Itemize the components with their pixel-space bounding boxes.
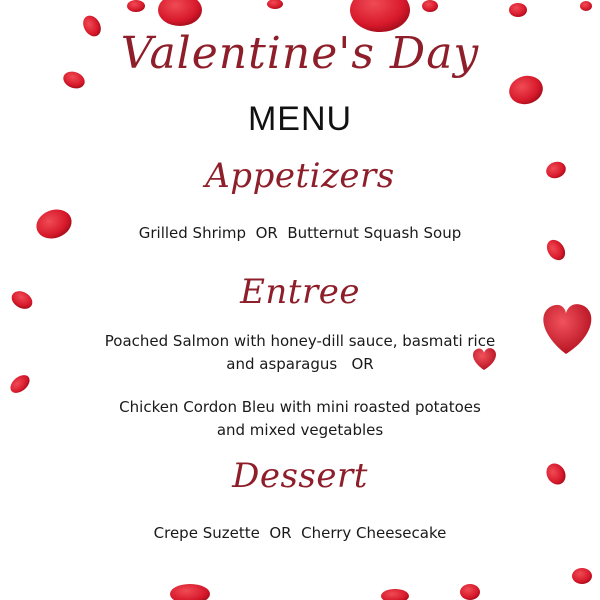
rose-petal-icon bbox=[580, 1, 592, 11]
rose-petal-icon bbox=[460, 584, 480, 600]
menu-item-line: Chicken Cordon Bleu with mini roasted potatoes bbox=[119, 398, 481, 416]
menu-item-line: and asparagus OR bbox=[226, 355, 374, 373]
menu-item-entree-chicken bbox=[0, 396, 600, 442]
menu-item-appetizers bbox=[0, 222, 600, 245]
rose-petal-icon bbox=[158, 0, 202, 26]
rose-petal-icon bbox=[127, 0, 145, 12]
menu-item-line: Crepe Suzette OR Cherry Cheesecake bbox=[153, 524, 447, 542]
rose-petal-icon bbox=[572, 568, 592, 584]
rose-petal-icon bbox=[381, 589, 409, 600]
menu-subtitle: MENU bbox=[247, 100, 353, 138]
menu-title: Valentine's Day bbox=[120, 28, 480, 79]
section-heading-appetizers: Appetizers bbox=[205, 156, 395, 196]
menu-item-line: and mixed vegetables bbox=[216, 421, 384, 439]
rose-petal-icon bbox=[422, 0, 438, 12]
menu-item-line: Grilled Shrimp OR Butternut Squash Soup bbox=[138, 224, 462, 242]
menu-item-entree-salmon bbox=[0, 330, 600, 376]
rose-petal-icon bbox=[509, 3, 527, 17]
section-heading-dessert: Dessert bbox=[232, 456, 368, 496]
menu-item-dessert bbox=[0, 522, 600, 545]
section-heading-entree: Entree bbox=[240, 272, 360, 312]
rose-petal-icon bbox=[267, 0, 283, 9]
menu-item-line: Poached Salmon with honey-dill sauce, basmati rice bbox=[104, 332, 496, 350]
rose-petal-icon bbox=[170, 584, 210, 600]
